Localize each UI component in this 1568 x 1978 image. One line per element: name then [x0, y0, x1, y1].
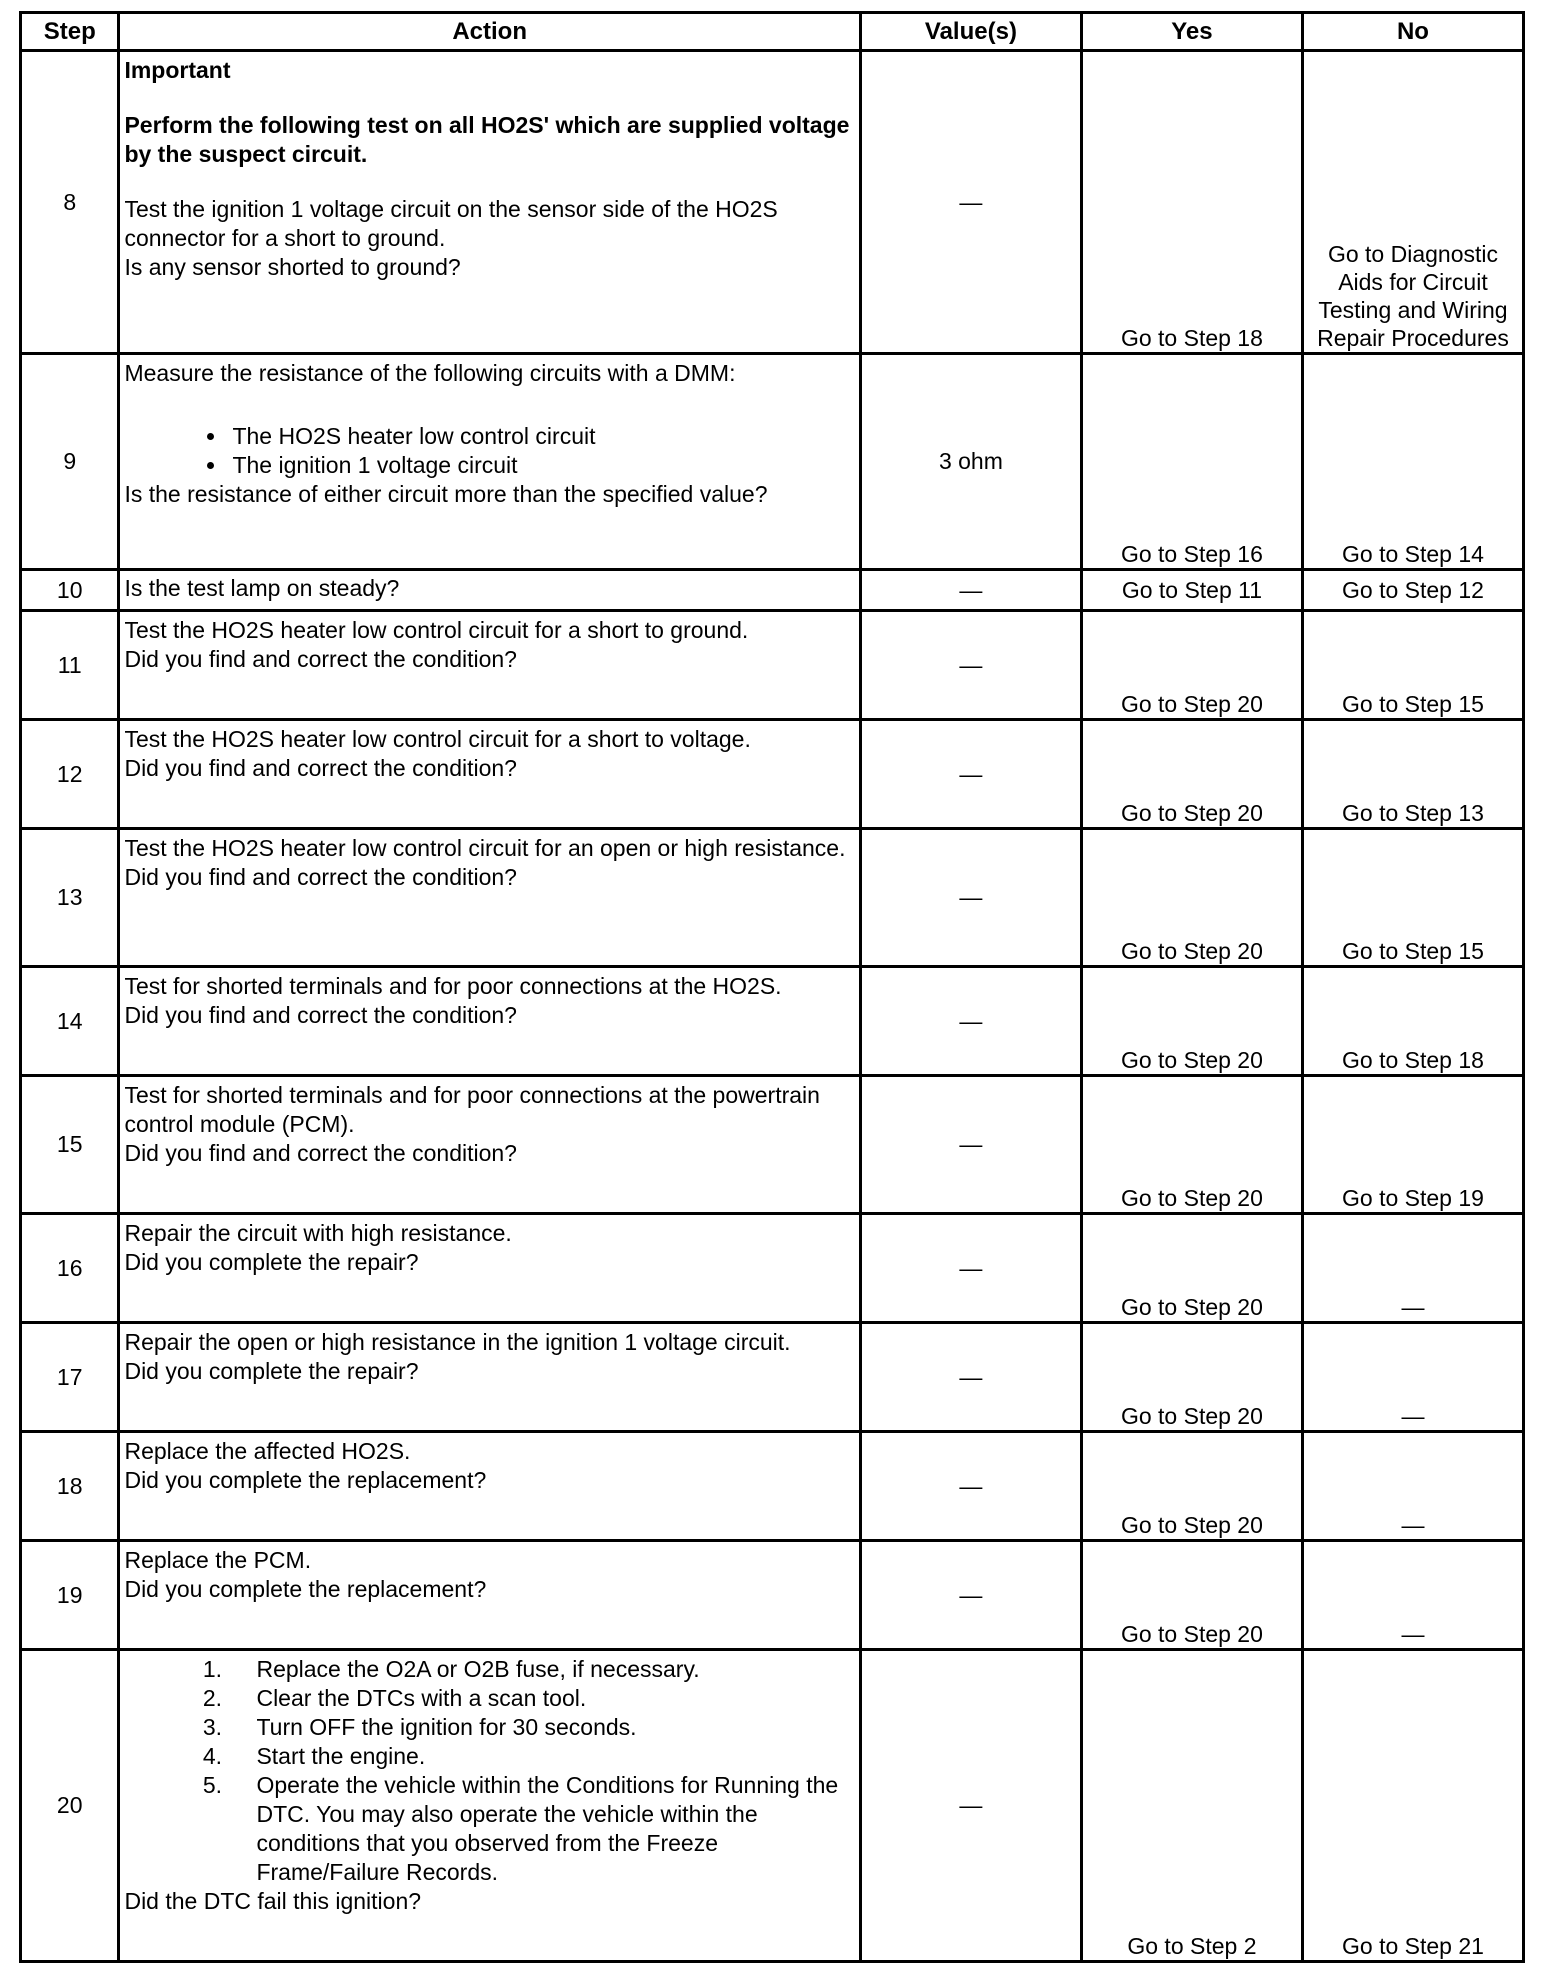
step-number: 13: [21, 829, 119, 967]
yes-cell: Go to Step 20: [1081, 1323, 1302, 1432]
no-cell: —: [1302, 1323, 1523, 1432]
action-cell: [119, 1432, 860, 1541]
action-instruction: Test for shorted terminals and for poor connections at the HO2S.: [124, 973, 782, 999]
step-number: 16: [21, 1214, 119, 1323]
step-number: 9: [21, 354, 119, 570]
action-instruction: Test the HO2S heater low control circuit for an open or high resistance.: [124, 835, 846, 861]
value-cell: —: [860, 829, 1081, 967]
action-instruction: Repair the circuit with high resistance.: [124, 1220, 512, 1246]
action-question: Did you complete the replacement?: [124, 1576, 487, 1602]
action-question: Did you find and correct the condition?: [124, 1002, 517, 1028]
yes-cell: Go to Step 16: [1081, 354, 1302, 570]
no-cell: Go to Step 12: [1302, 570, 1523, 611]
yes-cell: Go to Step 20: [1081, 720, 1302, 829]
list-item: 4. Start the engine.: [228, 1742, 852, 1771]
diagnostic-table: [19, 11, 1525, 1963]
yes-cell: Go to Step 20: [1081, 1432, 1302, 1541]
action-cell: [119, 1214, 860, 1323]
no-cell: Go to Step 15: [1302, 829, 1523, 967]
step-number: 12: [21, 720, 119, 829]
action-instruction: Replace the affected HO2S.: [124, 1438, 411, 1464]
table-row: [21, 1432, 1524, 1541]
yes-cell: Go to Step 20: [1081, 1541, 1302, 1650]
action-cell: [119, 1650, 860, 1962]
action-question: Did the DTC fail this ignition?: [124, 1888, 422, 1914]
action-question: Did you complete the repair?: [124, 1249, 419, 1275]
action-cell: [119, 354, 860, 570]
table-row: [21, 570, 1524, 611]
action-cell: [119, 51, 860, 354]
action-question: Did you find and correct the condition?: [124, 864, 517, 890]
header-yes: Yes: [1081, 13, 1302, 51]
action-instruction: Test the HO2S heater low control circuit for a short to ground.: [124, 617, 749, 643]
table-row: [21, 720, 1524, 829]
list-item: 1. Replace the O2A or O2B fuse, if necessary.: [228, 1655, 852, 1684]
value-cell: —: [860, 967, 1081, 1076]
action-question: Did you find and correct the condition?: [124, 646, 517, 672]
action-question: Is any sensor shorted to ground?: [124, 254, 461, 280]
table-row: [21, 829, 1524, 967]
value-cell: —: [860, 1432, 1081, 1541]
important-note: Perform the following test on all HO2S' which are supplied voltage by the suspect circuit.: [124, 112, 850, 167]
yes-cell: Go to Step 20: [1081, 611, 1302, 720]
table-row: [21, 1323, 1524, 1432]
list-item: • The ignition 1 voltage circuit: [228, 451, 852, 480]
table-row: [21, 1541, 1524, 1650]
step-number: 19: [21, 1541, 119, 1650]
value-cell: —: [860, 1076, 1081, 1214]
action-cell: [119, 720, 860, 829]
action-cell: [119, 611, 860, 720]
list-item: 5. Operate the vehicle within the Conditions for Running the DTC. You may also operate the vehicle within the conditions that you observed from the Freeze Frame/Failure Records.: [228, 1771, 852, 1887]
value-cell: —: [860, 1650, 1081, 1962]
table-row: [21, 611, 1524, 720]
action-instruction: Replace the PCM.: [124, 1547, 312, 1573]
yes-cell: Go to Step 18: [1081, 51, 1302, 354]
no-cell: —: [1302, 1541, 1523, 1650]
step-number: 11: [21, 611, 119, 720]
action-cell: [119, 829, 860, 967]
important-label: Important: [124, 57, 231, 83]
header-action: Action: [119, 13, 860, 51]
step-number: 15: [21, 1076, 119, 1214]
yes-cell: Go to Step 20: [1081, 967, 1302, 1076]
no-cell: Go to Step 14: [1302, 354, 1523, 570]
header-no: No: [1302, 13, 1523, 51]
step-number: 14: [21, 967, 119, 1076]
value-cell: —: [860, 611, 1081, 720]
header-values: Value(s): [860, 13, 1081, 51]
yes-cell: Go to Step 20: [1081, 1076, 1302, 1214]
action-instruction: Test for shorted terminals and for poor connections at the powertrain control module (PCM).: [124, 1082, 820, 1137]
no-cell: —: [1302, 1214, 1523, 1323]
header-row: [21, 13, 1524, 51]
list-item: • The HO2S heater low control circuit: [228, 422, 852, 451]
no-cell: Go to Step 15: [1302, 611, 1523, 720]
step-number: 17: [21, 1323, 119, 1432]
action-question: Is the resistance of either circuit more than the specified value?: [124, 481, 768, 507]
table-row: [21, 1076, 1524, 1214]
procedure-list: [124, 1655, 852, 1887]
value-cell: —: [860, 1214, 1081, 1323]
circuit-list: [124, 422, 852, 480]
step-number: 20: [21, 1650, 119, 1962]
table-row: [21, 51, 1524, 354]
no-cell: —: [1302, 1432, 1523, 1541]
table-row: [21, 1214, 1524, 1323]
no-cell: Go to Step 18: [1302, 967, 1523, 1076]
action-instruction: Repair the open or high resistance in the ignition 1 voltage circuit.: [124, 1329, 791, 1355]
table-row: [21, 354, 1524, 570]
action-instruction: Test the ignition 1 voltage circuit on the sensor side of the HO2S connector for a short to ground.: [124, 196, 778, 251]
no-cell: Go to Step 21: [1302, 1650, 1523, 1962]
yes-cell: Go to Step 2: [1081, 1650, 1302, 1962]
value-cell: 3 ohm: [860, 354, 1081, 570]
action-question: Is the test lamp on steady?: [124, 575, 400, 601]
action-cell: [119, 570, 860, 611]
yes-cell: Go to Step 11: [1081, 570, 1302, 611]
value-cell: —: [860, 570, 1081, 611]
action-instruction: Test the HO2S heater low control circuit for a short to voltage.: [124, 726, 751, 752]
step-number: 10: [21, 570, 119, 611]
action-instruction: Measure the resistance of the following circuits with a DMM:: [124, 360, 736, 386]
action-question: Did you find and correct the condition?: [124, 1140, 517, 1166]
no-cell: Go to Step 13: [1302, 720, 1523, 829]
list-item: 2. Clear the DTCs with a scan tool.: [228, 1684, 852, 1713]
table-row: [21, 967, 1524, 1076]
value-cell: —: [860, 720, 1081, 829]
step-number: 8: [21, 51, 119, 354]
action-cell: [119, 1541, 860, 1650]
value-cell: —: [860, 51, 1081, 354]
table-row: [21, 1650, 1524, 1962]
step-number: 18: [21, 1432, 119, 1541]
value-cell: —: [860, 1541, 1081, 1650]
action-question: Did you find and correct the condition?: [124, 755, 517, 781]
action-cell: [119, 1076, 860, 1214]
yes-cell: Go to Step 20: [1081, 829, 1302, 967]
no-cell: Go to Step 19: [1302, 1076, 1523, 1214]
no-cell: Go to Diagnostic Aids for Circuit Testing and Wiring Repair Procedures: [1302, 51, 1523, 354]
action-cell: [119, 967, 860, 1076]
header-step: Step: [21, 13, 119, 51]
yes-cell: Go to Step 20: [1081, 1214, 1302, 1323]
action-question: Did you complete the replacement?: [124, 1467, 487, 1493]
action-cell: [119, 1323, 860, 1432]
value-cell: —: [860, 1323, 1081, 1432]
action-question: Did you complete the repair?: [124, 1358, 419, 1384]
list-item: 3. Turn OFF the ignition for 30 seconds.: [228, 1713, 852, 1742]
